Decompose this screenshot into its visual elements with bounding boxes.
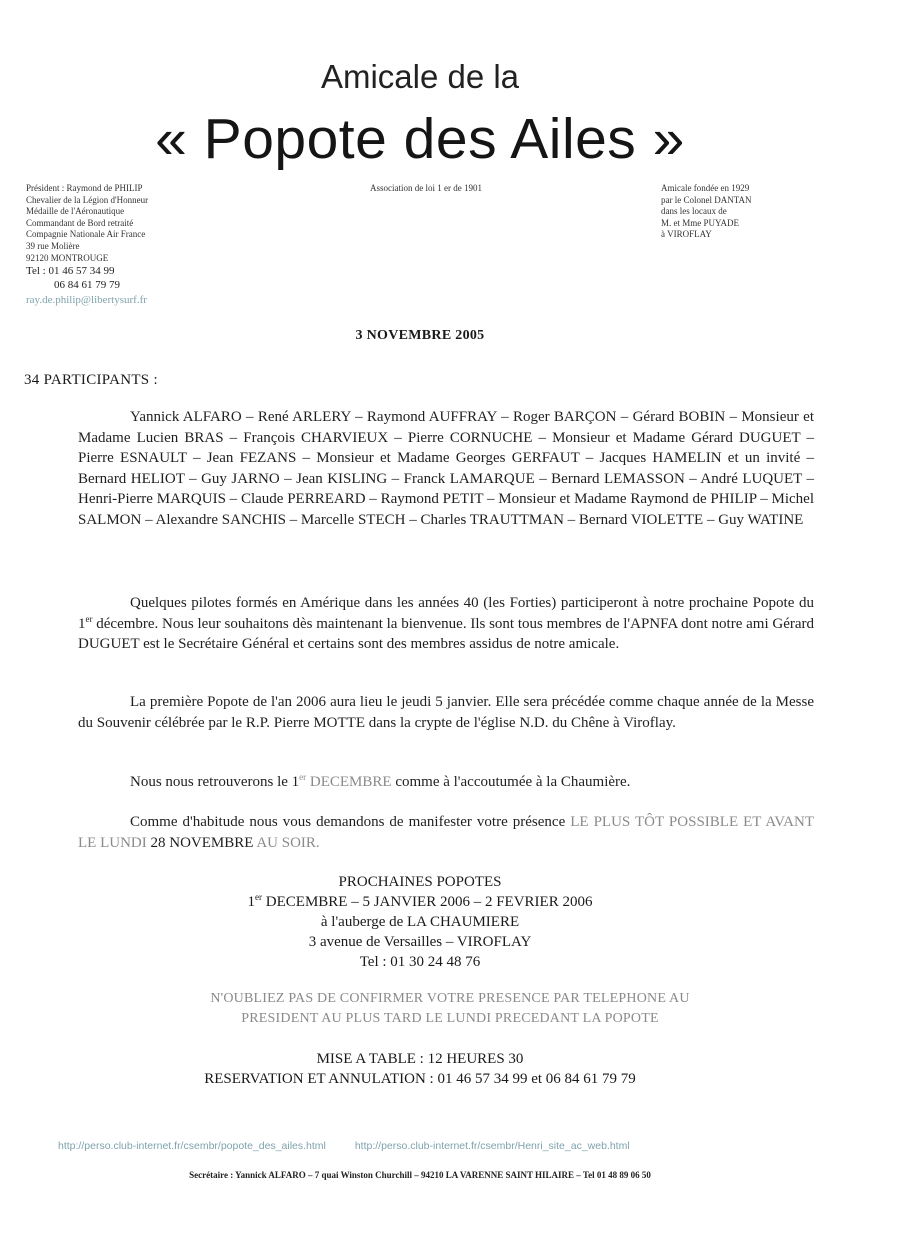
table-info — [0, 1049, 840, 1089]
retrouvons-paragraph — [78, 772, 814, 793]
amicale-line: dans les locaux de — [661, 206, 727, 217]
president-line: Chevalier de la Légion d'Honneur — [26, 194, 149, 205]
president-line: Président : Raymond de PHILIP — [26, 183, 143, 193]
retrouv-text-a: Nous nous retrouverons le 1 — [130, 774, 300, 790]
habitude-text-d: AU SOIR. — [256, 834, 320, 851]
prochaines-title: PROCHAINES POPOTES — [338, 874, 502, 890]
reminder-line-2: PRESIDENT AU PLUS TARD LE LUNDI PRECEDANT LA POPOTE — [241, 1011, 659, 1026]
habitude-paragraph — [78, 812, 814, 853]
retrouv-text-b: DECEMBRE — [306, 774, 392, 790]
reservation-line: RESERVATION ET ANNULATION : 01 46 57 34 99 et 06 84 61 79 79 — [204, 1071, 636, 1087]
pilots-sup: er — [85, 613, 93, 624]
participants-heading: 34 PARTICIPANTS : — [24, 372, 158, 388]
pilots-text-b: décembre. Nous leur souhaitons dès maintenant la bienvenue. Ils sont tous membres de l'APNFA dont notre ami Gérard DUGUET est le Secrétaire Général et certains sont des membres assidus de notre amicale. — [78, 615, 814, 652]
popote-2006-paragraph: La première Popote de l'an 2006 aura lieu le jeudi 5 janvier. Elle sera précédée comme chaque année de la Messe du Souvenir célébrée par le R.P. Pierre MOTTE dans la crypte de l'église N.D. du Chêne à Viroflay. — [78, 694, 814, 731]
president-line: Commandant de Bord retraité — [26, 217, 134, 228]
president-line: Compagnie Nationale Air France — [26, 229, 146, 240]
participants-list: Yannick ALFARO – René ARLERY – Raymond AUFFRAY – Roger BARÇON – Gérard BOBIN – Monsieur et Madame Lucien BRAS – François CHARVIEUX – Pierre CORNUCHE – Monsieur et Madame Gérard DUGUET – Pierre ESNAULT – Jean FEZANS – Monsieur et Madame Georges GERFAUT – Jacques HAMELIN et un invité – Bernard HELIOT – Guy JARNO – Jean KISLING – Franck LAMARQUE – Bernard LEMASSON – André LUQUET – Henri-Pierre MARQUIS – Claude PERREARD – Raymond PETIT – Monsieur et Madame Raymond de PHILIP – Michel SALMON – Alexandre SANCHIS – Marcelle STECH – Charles TRAUTTMAN – Bernard VIOLETTE – Guy WATINE — [78, 409, 814, 528]
amicale-line: M. et Mme PUYADE — [661, 217, 739, 228]
retrouv-sup: er — [299, 772, 307, 782]
habitude-text-a: Comme d'habitude nous vous demandons de manifester votre présence — [130, 814, 571, 830]
dates-text-b: DECEMBRE – 5 JANVIER 2006 – 2 FEVRIER 2006 — [262, 894, 593, 910]
henri-site-link[interactable]: http://perso.club-internet.fr/csembr/Henri_site_ac_web.html — [354, 1140, 630, 1152]
president-line: 92120 MONTROUGE — [26, 252, 109, 263]
popote-site-link[interactable]: http://perso.club-internet.fr/csembr/popote_des_ailes.html — [58, 1140, 326, 1152]
prochaines-tel: Tel : 01 30 24 48 76 — [359, 954, 481, 970]
reminder-line-1: N'OUBLIEZ PAS DE CONFIRMER VOTRE PRESENCE PAR TELEPHONE AU — [210, 991, 690, 1006]
mise-a-table: MISE A TABLE : 12 HEURES 30 — [316, 1051, 524, 1067]
president-line: Médaille de l'Aéronautique — [26, 206, 125, 217]
amicale-info — [661, 183, 752, 241]
dates-text-a: 1 — [247, 894, 256, 910]
dates-sup: er — [255, 892, 263, 902]
confirmation-reminder — [0, 989, 900, 1029]
secretary-footer: Secrétaire : Yannick ALFARO – 7 quai Winston Churchill – 94210 LA VARENNE SAINT HILAIRE – Tel 01 48 89 06 50 — [189, 1170, 651, 1180]
president-tel-mobile: 06 84 61 79 79 — [54, 279, 120, 292]
pilots-paragraph — [78, 593, 814, 655]
habitude-text-c: 28 NOVEMBRE — [146, 834, 257, 851]
association-info: Association de loi 1 er de 1901 — [370, 183, 482, 193]
prochaines-address: 3 avenue de Versailles – VIROFLAY — [308, 934, 532, 950]
web-links — [58, 1140, 656, 1152]
title-line-2: « Popote des Ailes » — [155, 107, 685, 171]
amicale-line: à VIROFLAY — [661, 229, 712, 240]
retrouv-text-c: comme à l'accoutumée à la Chaumière. — [391, 774, 631, 790]
habitude-text-b: LE PLUS TÔT POSSIBLE ET AVANT LE LUNDI — [78, 814, 814, 851]
prochaines-popotes — [0, 872, 840, 972]
pilots-text-a: Quelques pilotes formés en Amérique dans les années 40 (les Forties) participeront à notre prochaine Popote du 1 — [78, 595, 814, 632]
prochaines-place: à l'auberge de LA CHAUMIERE — [320, 914, 520, 930]
letter-date: 3 NOVEMBRE 2005 — [355, 328, 485, 343]
amicale-line: Amicale fondée en 1929 — [661, 183, 750, 193]
prochaines-dates — [0, 892, 840, 912]
president-email-link[interactable]: ray.de.philip@libertysurf.fr — [26, 294, 147, 307]
president-line: 39 rue Molière — [26, 240, 80, 251]
president-tel: Tel : 01 46 57 34 99 — [26, 265, 115, 278]
president-info — [26, 183, 148, 308]
title-line-1: Amicale de la — [320, 58, 520, 95]
amicale-line: par le Colonel DANTAN — [661, 194, 752, 205]
